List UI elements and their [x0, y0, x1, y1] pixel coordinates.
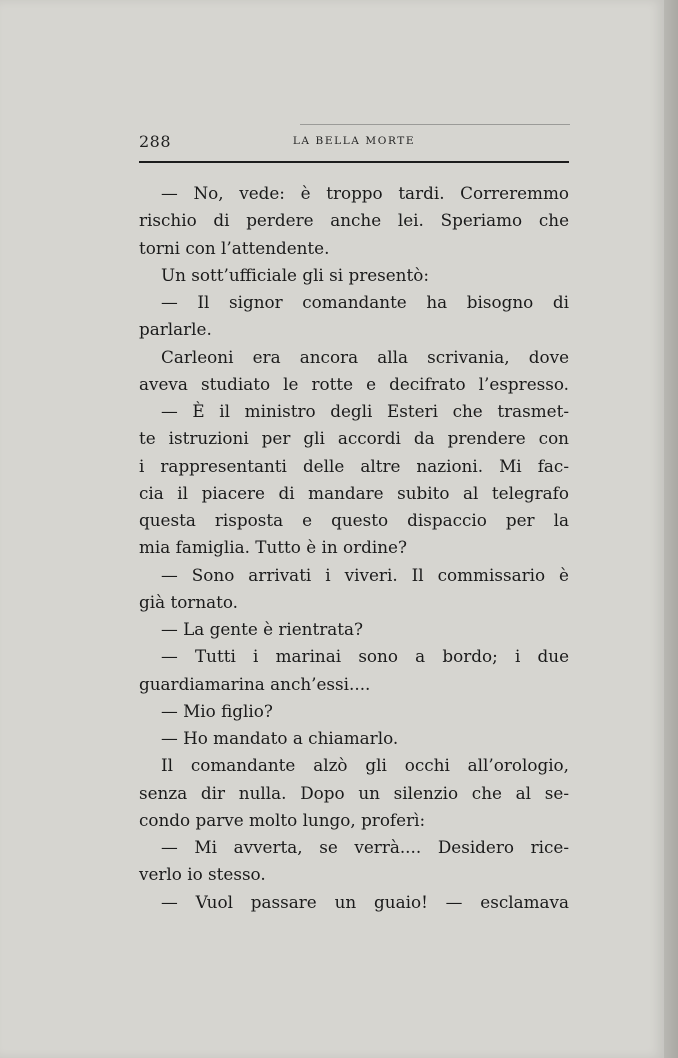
- text-line: cia il piacere di mandare subito al telegrafo: [139, 482, 569, 503]
- text-line: — Mi avverta, se verrà.... Desidero rice-: [161, 837, 569, 857]
- header-rule-top: [300, 124, 570, 125]
- text-line: — Vuol passare un guaio! — esclamava: [161, 891, 569, 912]
- text-line: — Il signor comandante ha bisogno di: [161, 292, 569, 312]
- text-line: — È il ministro degli Esteri che trasmet-: [161, 401, 569, 421]
- text-line: verlo io stesso.: [139, 864, 266, 885]
- page-number: 288: [139, 132, 172, 151]
- text-line: rischio di perdere anche lei. Speriamo che: [139, 210, 569, 231]
- running-title: LA BELLA MORTE: [292, 135, 416, 147]
- text-line: — Tutti i marinai sono a bordo; i due: [161, 646, 569, 667]
- text-line: già tornato.: [139, 591, 239, 612]
- text-line: guardiamarina anch’essi....: [139, 673, 371, 694]
- header-rule: [139, 161, 569, 163]
- text-line: — Mio figlio?: [161, 700, 273, 721]
- text-line: te istruzioni per gli accordi da prendere con: [139, 428, 569, 449]
- text-line: mia famiglia. Tutto è in ordine?: [139, 537, 407, 558]
- text-line: — Ho mandato a chiamarlo.: [161, 728, 399, 748]
- text-line: condo parve molto lungo, proferì:: [139, 809, 426, 830]
- text-line: aveva studiato le rotte e decifrato l’espresso.: [139, 373, 569, 394]
- text-line: — La gente è rientrata?: [161, 619, 363, 639]
- text-line: senza dir nulla. Dopo un silenzio che al se-: [139, 782, 569, 803]
- text-line: Carleoni era ancora alla scrivania, dove: [161, 346, 569, 367]
- text-line: Il comandante alzò gli occhi all’orologio,: [161, 755, 569, 776]
- text-line: — Sono arrivati i viveri. Il commissario è: [161, 564, 569, 585]
- text-line: questa risposta e questo dispaccio per la: [139, 510, 569, 530]
- page-header: [139, 130, 569, 150]
- text-line: Un sott’ufficiale gli si presentò:: [161, 264, 429, 285]
- body-text: [139, 180, 569, 916]
- text-line: i rappresentanti delle altre nazioni. Mi fac-: [139, 455, 569, 476]
- page-edge: [664, 0, 678, 1058]
- text-line: torni con l’attendente.: [139, 237, 330, 258]
- text-line: — No, vede: è troppo tardi. Correremmo: [161, 183, 569, 203]
- text-line: parlarle.: [139, 319, 212, 340]
